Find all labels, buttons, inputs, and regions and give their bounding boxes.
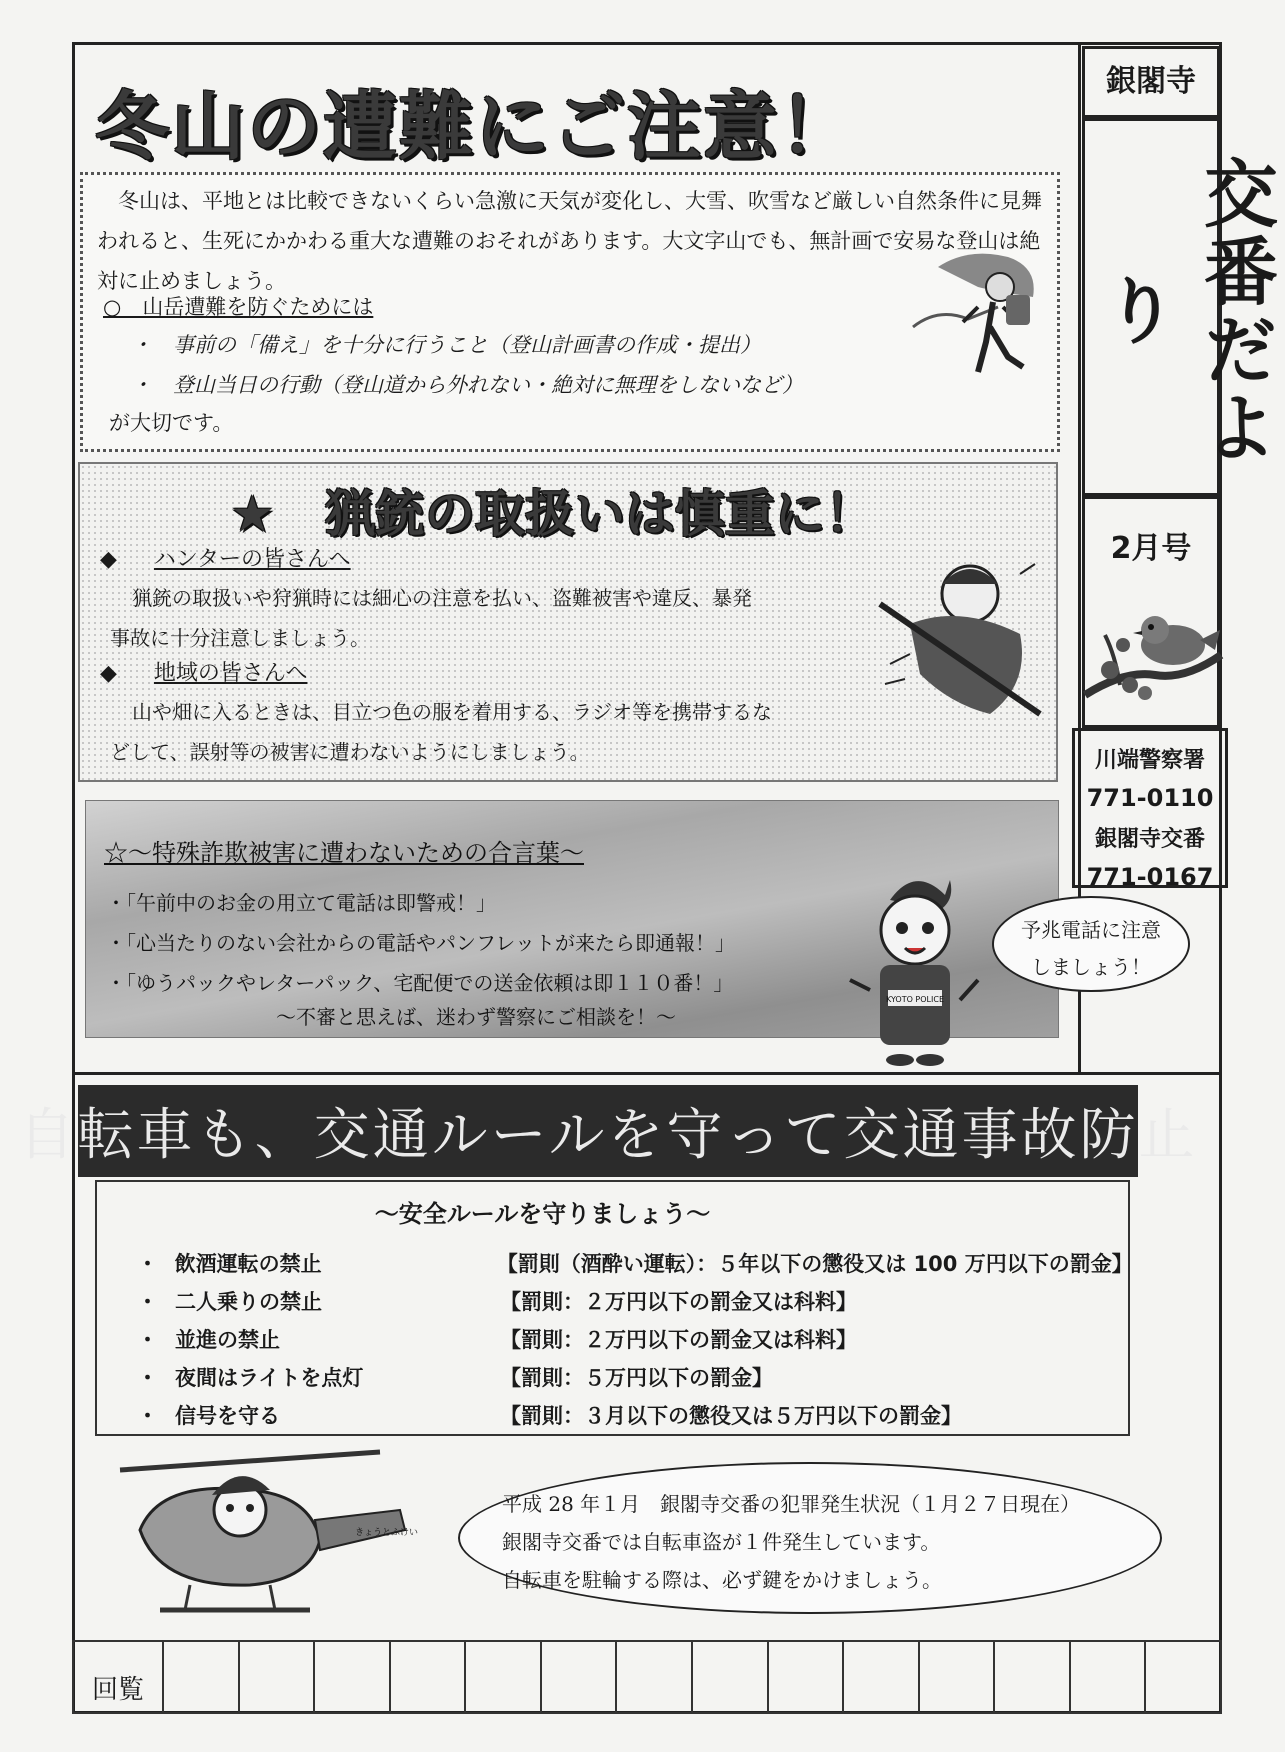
crime-line-2: 銀閣寺交番では自転車盗が１件発生しています。 <box>502 1530 941 1554</box>
stamp-cell[interactable] <box>692 1641 768 1713</box>
winter-closing: が大切です。 <box>109 411 234 435</box>
winter-heading: ○ 山岳遭難を防ぐためには <box>103 295 374 319</box>
stamp-cell[interactable] <box>239 1641 315 1713</box>
helicopter-illustration <box>100 1440 420 1630</box>
fraud-speech-bubble <box>992 896 1190 992</box>
contact-box <box>1072 728 1228 891</box>
newsletter-title-box <box>1082 118 1278 496</box>
diamond-icon: ◆ <box>100 661 117 686</box>
rule-penalty: 【罰則（酒酔い運転）：５年以下の懲役又は 100 万円以下の罰金】 <box>496 1252 1133 1276</box>
rule-name: 夜間はライトを点灯 <box>175 1366 364 1390</box>
stamp-cell[interactable] <box>1145 1641 1221 1713</box>
location-box <box>1082 46 1220 118</box>
issue-label: 2月号 <box>1110 531 1192 566</box>
stamp-cell[interactable] <box>1070 1641 1146 1713</box>
bicycle-subtitle: ～安全ルールを守りましょう～ <box>374 1200 711 1228</box>
rule-row: ・ 二人乗りの禁止 【罰則：２万円以下の罰金又は科料】 <box>137 1282 1127 1320</box>
fraud-item-1: ・「午前中のお金の用立て電話は即警戒！」 <box>106 891 496 915</box>
koban-name: 銀閣寺交番 <box>1094 827 1205 852</box>
winter-item-2: ・ 登山当日の行動（登山道から外れない・絶対に無理をしないなど） <box>131 373 803 397</box>
rule-penalty: 【罰則：３月以下の懲役又は５万円以下の罰金】 <box>500 1404 962 1428</box>
crime-line-3: 自転車を駐輪する際は、必ず鍵をかけましょう。 <box>502 1568 942 1592</box>
hunting-box <box>78 462 1058 782</box>
fraud-title: ☆～特殊詐欺被害に遭わないための合言葉～ <box>104 839 584 867</box>
issue-box <box>1082 496 1220 728</box>
police-phone: 771-0110 <box>1086 784 1214 812</box>
helicopter-label: きょうとふけい <box>355 1528 419 1538</box>
hunter-illustration <box>870 544 1050 734</box>
section-divider <box>72 1072 1222 1075</box>
rule-name: 二人乗りの禁止 <box>175 1290 322 1314</box>
hunting-heading-2: 地域の皆さんへ <box>153 661 308 686</box>
fraud-closing: ～不審と思えば、迷わず警察にご相談を！～ <box>276 1005 676 1029</box>
hiker-illustration <box>908 247 1058 377</box>
circulation-table <box>72 1640 1222 1714</box>
hunting-heading-2-row <box>100 656 307 687</box>
stamp-cell[interactable] <box>465 1641 541 1713</box>
crime-bubble <box>458 1462 1162 1614</box>
rule-name: 並進の禁止 <box>175 1328 280 1352</box>
newsletter-title: 交番だより <box>1092 155 1278 467</box>
stamp-cell[interactable] <box>768 1641 844 1713</box>
location-label: 銀閣寺 <box>1106 64 1196 99</box>
bicycle-banner: 自転車も、交通ルールを守って交通事故防止 <box>78 1085 1138 1177</box>
bicycle-rules-box <box>95 1180 1133 1436</box>
hunting-title: ★ 猟銃の取扱いは慎重に！ <box>230 485 875 543</box>
winter-title: 冬山の遭難にご注意！ <box>95 84 855 170</box>
stamp-cell[interactable] <box>390 1641 466 1713</box>
rule-penalty: 【罰則：２万円以下の罰金又は科料】 <box>500 1328 857 1352</box>
police-mascot <box>850 870 980 1070</box>
rule-row: ・ 飲酒運転の禁止 【罰則（酒酔い運転）：５年以下の懲役又は 100 万円以下の罰金】 <box>137 1244 1127 1282</box>
hunting-heading-1-row <box>100 542 351 573</box>
circulation-row <box>73 1641 1221 1713</box>
stamp-cell[interactable] <box>541 1641 617 1713</box>
rule-row: ・ 信号を守る 【罰則：３月以下の懲役又は５万円以下の罰金】 <box>137 1396 1127 1434</box>
stamp-cell[interactable] <box>994 1641 1070 1713</box>
bird-illustration <box>1085 575 1221 715</box>
stamp-cell[interactable] <box>843 1641 919 1713</box>
koban-phone: 771-0167 <box>1086 863 1214 891</box>
rule-row: ・ 夜間はライトを点灯 【罰則：５万円以下の罰金】 <box>137 1358 1127 1396</box>
rule-penalty: 【罰則：２万円以下の罰金又は科料】 <box>500 1290 857 1314</box>
stamp-cell[interactable] <box>163 1641 239 1713</box>
mascot-badge-text: KYOTO POLICE <box>885 995 945 1004</box>
bubble-line-2: しましょう！ <box>1031 955 1151 979</box>
hunting-text-2: 山や畑に入るときは、目立つ色の服を着用する、ラジオ等を携帯するなどして、誤射等の被害に遭わないようにしましょう。 <box>110 700 772 764</box>
fraud-item-3: ・「ゆうパックやレターパック、宅配便での送金依頼は即１１０番！」 <box>106 971 734 995</box>
winter-paragraph: 冬山は、平地とは比較できないくらい急激に天気が変化し、大雪、吹雪など厳しい自然条件に見舞われると、生死にかかわる重大な遭難のおそれがあります。大文字山でも、無計画で安易な登山は絶対に止めましょう。 <box>97 189 1042 293</box>
rule-row: ・ 並進の禁止 【罰則：２万円以下の罰金又は科料】 <box>137 1320 1127 1358</box>
rule-penalty: 【罰則：５万円以下の罰金】 <box>500 1366 773 1390</box>
winter-box <box>80 172 1060 452</box>
rule-name: 信号を守る <box>175 1404 280 1428</box>
stamp-cell[interactable] <box>919 1641 995 1713</box>
diamond-icon: ◆ <box>100 547 117 572</box>
winter-item-1: ・ 事前の「備え」を十分に行うこと（登山計画書の作成・提出） <box>131 333 761 357</box>
fraud-item-2: ・「心当たりのない会社からの電話やパンフレットが来たら即通報！」 <box>106 931 735 955</box>
circulation-label: 回覧 <box>73 1641 163 1713</box>
bubble-line-1: 予兆電話に注意 <box>1021 918 1161 942</box>
rule-name: 飲酒運転の禁止 <box>174 1252 322 1276</box>
police-station-name: 川端警察署 <box>1094 748 1205 773</box>
stamp-cell[interactable] <box>616 1641 692 1713</box>
stamp-cell[interactable] <box>314 1641 390 1713</box>
hunting-heading-1: ハンターの皆さんへ <box>153 547 351 572</box>
crime-line-1: 平成 28 年１月 銀閣寺交番の犯罪発生状況（１月２７日現在） <box>502 1492 1081 1516</box>
hunting-text-1: 猟銃の取扱いや狩猟時には細心の注意を払い、盗難被害や違反、暴発事故に十分注意しましょう。 <box>110 586 752 650</box>
rules-list <box>137 1244 1133 1434</box>
